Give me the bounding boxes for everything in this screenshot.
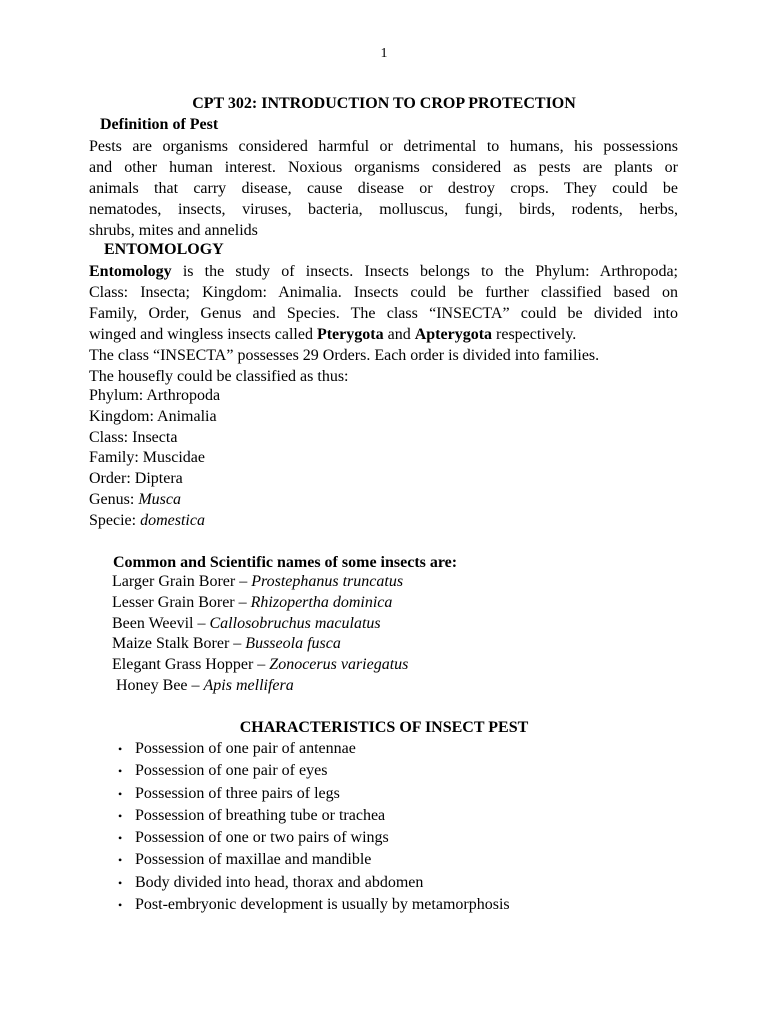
characteristics-heading: CHARACTERISTICS OF INSECT PEST <box>239 719 529 736</box>
insect-name-row <box>112 614 408 635</box>
rank-label: Order: <box>89 470 135 488</box>
paragraph-line: animals that carry disease, cause disease or destroy crops. They could be <box>89 180 678 197</box>
definition-heading: Definition of Pest <box>100 116 219 133</box>
list-item-text: Body divided into head, thorax and abdomen <box>135 873 424 891</box>
common-names-list <box>112 572 408 697</box>
bullet-icon: • <box>118 831 123 846</box>
classification-row <box>89 490 220 511</box>
characteristics-list <box>118 738 510 916</box>
bullet-icon: • <box>118 786 123 801</box>
rank-value: Insecta <box>132 428 178 446</box>
scientific-name: Apis mellifera <box>203 676 294 694</box>
list-item-text: Possession of one or two pairs of wings <box>135 829 389 847</box>
rank-label: Kingdom: <box>89 407 158 425</box>
text-run: respectively. <box>492 326 577 343</box>
rank-label: Genus: <box>89 490 139 508</box>
paragraph-line: Class: Insecta; Kingdom: Animalia. Insects could be further classified based on <box>89 284 678 301</box>
insect-name-row <box>112 676 408 697</box>
page-number: 1 <box>380 46 388 61</box>
entomology-term: Entomology <box>89 263 172 280</box>
list-item-text: Possession of three pairs of legs <box>135 784 340 802</box>
paragraph-line: shrubs, mites and annelids <box>89 222 258 239</box>
list-item <box>118 894 510 916</box>
paragraph-line: nematodes, insects, viruses, bacteria, molluscus, fungi, birds, rodents, herbs, <box>89 201 678 218</box>
bullet-icon: • <box>118 898 123 913</box>
classification-row <box>89 448 220 469</box>
classification-row <box>89 428 220 449</box>
text-run: winged and wingless insects called <box>89 326 317 343</box>
paragraph-line: The housefly could be classified as thus: <box>89 368 349 385</box>
paragraph-line: and other human interest. Noxious organisms considered as pests are plants or <box>89 159 678 176</box>
common-names-heading: Common and Scientific names of some insects are: <box>113 554 458 571</box>
rank-label: Specie: <box>89 511 141 529</box>
list-item <box>118 827 510 849</box>
common-name: Been Weevil – <box>112 614 210 632</box>
rank-value: Arthropoda <box>146 387 221 404</box>
rank-value: domestica <box>140 511 205 529</box>
rank-value: Diptera <box>134 470 183 488</box>
classification-row <box>89 469 220 490</box>
scientific-name: Prostephanus truncatus <box>251 573 404 590</box>
list-item-text: Possession of maxillae and mandible <box>135 851 372 869</box>
classification-row <box>89 407 220 428</box>
list-item <box>118 849 510 871</box>
common-name: Larger Grain Borer – <box>112 573 252 590</box>
scientific-name: Busseola fusca <box>245 635 341 653</box>
common-name: Maize Stalk Borer – <box>112 635 246 653</box>
classification-row <box>89 511 220 532</box>
list-item-text: Possession of one pair of eyes <box>135 762 328 780</box>
scientific-name: Zonocerus variegatus <box>269 656 409 674</box>
document-title: CPT 302: INTRODUCTION TO CROP PROTECTION <box>192 95 576 112</box>
common-name: Lesser Grain Borer – <box>112 593 251 611</box>
list-item-text: Possession of one pair of antennae <box>135 740 356 757</box>
list-item <box>118 783 510 805</box>
bullet-icon: • <box>118 875 123 890</box>
list-item <box>118 738 510 760</box>
term-pterygota: Pterygota <box>316 326 384 343</box>
paragraph-line <box>89 261 678 282</box>
paragraph-line <box>89 324 678 345</box>
list-item <box>118 805 510 827</box>
paragraph-line: The class “INSECTA” possesses 29 Orders. Each order is divided into families. <box>89 347 600 364</box>
rank-label: Family: <box>89 449 143 467</box>
classification-list <box>89 386 220 532</box>
list-item <box>118 872 510 894</box>
common-name: Honey Bee – <box>112 676 204 694</box>
rank-label: Class: <box>89 428 133 446</box>
entomology-heading: ENTOMOLOGY <box>104 241 224 258</box>
text-run: is the study of insects. Insects belongs to the Phylum: Arthropoda; <box>171 263 678 280</box>
classification-row <box>89 386 220 407</box>
list-item <box>118 760 510 782</box>
scientific-name: Rhizopertha dominica <box>250 593 393 611</box>
list-item-text: Possession of breathing tube or trachea <box>135 806 386 824</box>
paragraph-line: Family, Order, Genus and Species. The class “INSECTA” could be divided into <box>89 305 678 322</box>
scientific-name: Callosobruchus maculatus <box>209 614 381 632</box>
rank-value: Muscidae <box>142 449 205 467</box>
term-apterygota: Apterygota <box>414 326 493 343</box>
rank-value: Musca <box>138 490 181 508</box>
rank-value: Animalia <box>157 407 217 425</box>
definition-paragraph <box>89 136 678 241</box>
insect-name-row <box>112 655 408 676</box>
insect-name-row <box>112 593 408 614</box>
bullet-icon: • <box>118 742 123 756</box>
common-name: Elegant Grass Hopper – <box>112 656 270 674</box>
insect-name-row <box>112 572 408 593</box>
rank-label: Phylum: <box>89 387 147 404</box>
list-item-text: Post-embryonic development is usually by metamorphosis <box>135 896 510 914</box>
entomology-paragraph <box>89 261 678 387</box>
text-run: and <box>383 326 415 343</box>
bullet-icon: • <box>118 808 123 823</box>
insect-name-row <box>112 634 408 655</box>
paragraph-line: Pests are organisms considered harmful or detrimental to humans, his possessions <box>89 138 678 155</box>
bullet-icon: • <box>118 764 123 779</box>
bullet-icon: • <box>118 853 123 868</box>
